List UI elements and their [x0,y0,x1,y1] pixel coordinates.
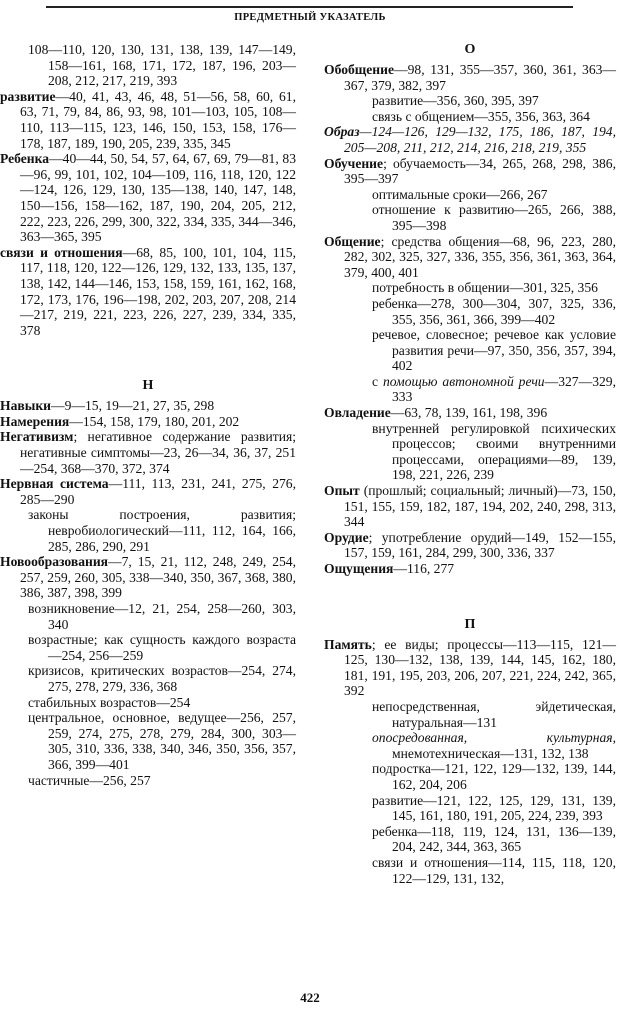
index-entry [324,156,616,187]
index-entry [324,296,616,327]
entry-text: речевое, словесное; речевое как условие развития речи—97, 350, 356, 357, 394, 402 [372,327,616,374]
index-entry [0,151,296,245]
index-entry [324,793,616,824]
index-entry [324,187,616,203]
entry-text: ; средства общения—68, 96, 223, 280, 282, 302, 325, 327, 336, 355, 356, 361, 363, 364, 379, 400, 401 [344,233,616,280]
index-entry [324,234,616,281]
index-entry [0,695,296,711]
entry-heading: связи и отношения [0,244,123,260]
entry-text: частичные—256, 257 [28,772,151,788]
entry-text: 108—110, 120, 130, 131, 138, 139, 147—149, 158—161, 168, 171, 172, 187, 196, 203—208, 212, 217, 219, 393 [28,42,296,89]
entry-text: —7, 15, 21, 112, 248, 249, 254, 257, 259, 260, 305, 338—340, 350, 367, 368, 380, 386, 387, 398, 399 [20,554,296,601]
index-entry [324,761,616,792]
entry-text: оптимальные сроки—266, 267 [372,186,548,202]
index-entry [0,632,296,663]
entry-text: —68, 85, 100, 101, 104, 115, 117, 118, 120, 122—126, 129, 132, 133, 135, 137, 138, 142, 144—146, 153, 158, 159, 161, 162, 168, 172, 173, 176, 196—198, 202, 203, 207, 208, 214—217, 219, 221, 223, 226, 227, 239, 334, 335, 378 [20,244,296,338]
index-entry [324,280,616,296]
entry-text: связи и отношения—114, 115, 118, 120, 122—129, 131, 132, [372,854,616,886]
entry-text: стабильных возрастов—254 [28,694,191,710]
entry-text: —40—44, 50, 54, 57, 64, 67, 69, 79—81, 83—96, 99, 101, 102, 104—109, 116, 118, 120, 122—124, 126, 129, 130, 135—138, 140, 147, 148, 150—156, 158—162, 187, 190, 204, 205, 212, 222, 223, 226, 299, 300, 322, 334, 335, 344—346, 363—365, 395 [20,151,296,245]
entry-text: кризисов, критических возрастов—254, 274, 275, 278, 279, 336, 368 [28,663,296,694]
index-entry [0,476,296,507]
entry-heading: Обобщение [324,62,394,77]
entry-heading: Ребенка [0,151,50,167]
entry-heading: Память [324,636,372,652]
index-entry [0,398,296,414]
header-rule [46,6,573,8]
entry-text: законы построения, развития; невробиологический—111, 112, 164, 166, 285, 286, 290, 291 [28,507,296,554]
index-entry [324,374,616,405]
entry-text: с [372,373,383,389]
entry-heading: Обучение [324,155,384,171]
entry-text: ; ее виды; процессы—113—115, 121—125, 130—132, 138, 139, 144, 145, 162, 180, 181, 191, 195, 203, 206, 207, 221, 224, 242, 365, 392 [344,636,616,699]
index-entry [0,414,296,430]
index-entry [0,245,296,339]
entry-text: ребенка—118, 119, 124, 131, 136—139, 204, 242, 344, 363, 365 [372,823,616,855]
entry-heading: Опыт [324,483,360,499]
entry-text: внутренней регулировкой психических процессов; своими внутренними процессами, операциями—89, 139, 198, 221, 226, 239 [372,420,616,483]
entry-text: —9—15, 19—21, 27, 35, 298 [51,398,215,414]
entry-text: возрастные; как сущность каждого возраста—254, 256—259 [28,632,296,663]
index-entry [0,663,296,694]
entry-text: —111, 113, 231, 241, 275, 276, 285—290 [20,476,296,507]
entry-heading: Образ [324,124,360,140]
entry-heading: Ощущения [324,561,394,576]
entry-heading: Общение [324,233,381,249]
entry-text: непосредственная, эйдетическая, натуральная—131 [372,698,616,730]
index-entry [324,109,616,125]
entry-text: (прошлый; социальный; личный)—73, 150, 151, 155, 159, 182, 187, 194, 202, 240, 298, 313, 344 [344,483,616,530]
page-number: 422 [300,990,320,1005]
entry-text: потребность в общении—301, 325, 356 [372,280,598,296]
entry-text: связь с общением—355, 356, 363, 364 [372,108,590,124]
entry-heading: Орудие [324,529,369,545]
entry-heading: Нервная система [0,476,109,492]
entry-text: —40, 41, 43, 46, 48, 51—56, 58, 60, 61, 63, 71, 79, 84, 86, 93, 98, 101—103, 105, 108—110, 113—115, 123, 146, 150, 153, 158, 176—178, 187, 189, 190, 205, 239, 335, 345 [20,88,296,151]
index-entry [0,507,296,554]
entry-text: —63, 78, 139, 161, 198, 396 [390,405,548,421]
index-entry [324,530,616,561]
index-entry [0,601,296,632]
entry-text: , мнемотехническая—131, 132, 138 [392,730,616,761]
entry-text: ; употребление орудий—149, 152—155, 157, 159, 161, 284, 299, 300, 336, 337 [344,529,616,561]
entry-text: —327—329, 333 [392,373,616,405]
section-letter: О [464,42,476,57]
entry-text: развитие—121, 122, 125, 129, 131, 139, 145, 161, 180, 191, 205, 224, 239, 393 [372,792,616,824]
index-entry [324,730,616,761]
index-entry [0,554,296,601]
section-letter: П [464,616,476,632]
entry-text: —116, 277 [393,561,455,576]
entry-text: отношение к развитию—265, 266, 388, 395—398 [372,202,616,233]
index-entry [0,89,296,151]
index-entry [324,699,616,730]
index-entry [324,483,616,530]
index-entry [324,405,616,421]
index-entry [324,855,616,886]
right-column [324,42,616,886]
entry-heading: Новообразования [0,554,109,570]
entry-text: ; негативное содержание развития; негативные симптомы—23, 26—34, 36, 37, 251—254, 368—370, 372, 374 [20,429,296,476]
entry-heading: Навыки [0,398,51,414]
section-letter: Н [142,378,154,394]
entry-text: опосредованная, культурная [372,730,613,746]
entry-text: помощью автономной речи [382,373,545,389]
entry-text: ; обучаемость—34, 265, 268, 298, 386, 395—397 [344,155,616,187]
index-entry [0,710,296,772]
entry-text: —124—126, 129—132, 175, 186, 187, 194, 205—208, 211, 212, 214, 216, 218, 219, 355 [344,124,616,155]
entry-text: —154, 158, 179, 180, 201, 202 [69,413,240,429]
index-entry [324,421,616,483]
index-entry [324,93,616,109]
index-entry [324,327,616,374]
index-entry [324,561,616,577]
index-entry [324,637,616,699]
index-entry [324,124,616,155]
entry-heading: развитие [0,88,56,104]
entry-heading: Овладение [324,405,391,421]
index-entry [0,773,296,789]
running-head: ПРЕДМЕТНЫЙ УКАЗАТЕЛЬ [234,12,386,23]
entry-text: подростка—121, 122, 129—132, 139, 144, 162, 204, 206 [372,761,616,792]
entry-heading: Негативизм [0,429,74,445]
left-column [0,42,296,788]
index-entry [0,42,296,89]
entry-text: возникновение—12, 21, 254, 258—260, 303, 340 [28,601,296,632]
entry-heading: Намерения [0,413,70,429]
index-entry [324,202,616,233]
index-entry [324,62,616,93]
entry-text: ребенка—278, 300—304, 307, 325, 336, 355, 356, 361, 366, 399—402 [372,295,616,327]
index-entry [324,824,616,855]
entry-text: —98, 131, 355—357, 360, 361, 363—367, 379, 382, 397 [344,62,616,93]
index-entry [0,429,296,476]
entry-text: развитие—356, 360, 395, 397 [372,93,539,109]
entry-text: центральное, основное, ведущее—256, 257, 259, 274, 275, 278, 279, 284, 300, 303—305, 310, 336, 338, 340, 346, 350, 356, 357, 366, 399—401 [28,710,296,772]
